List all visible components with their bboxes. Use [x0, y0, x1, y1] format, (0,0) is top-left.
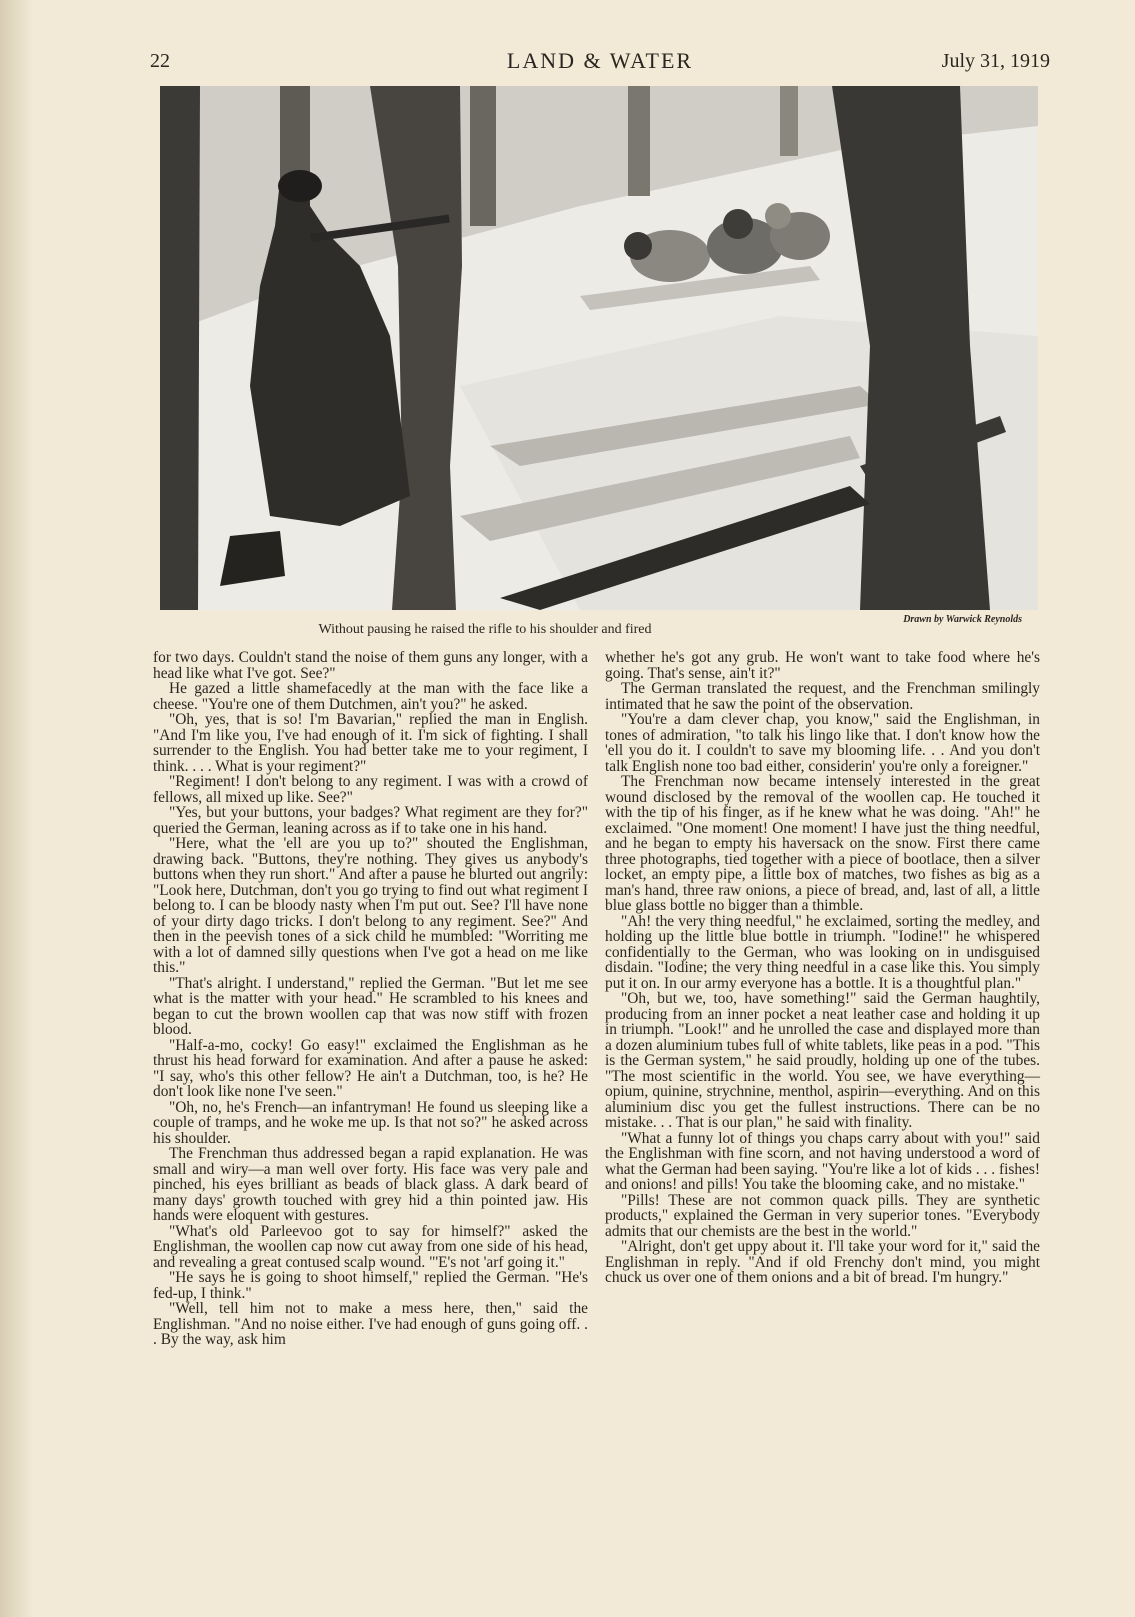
paragraph: The Frenchman thus addressed began a rapid explanation. He was small and wiry—a man well over forty. His face was very pale and pinched, his eyes brilliant as beads of black glass. A dark beard of many days' growth touched with grey hid a thin pointed jaw. His hands were eloquent with gestures. — [153, 1145, 588, 1224]
paragraph: whether he's got any grub. He won't want to take food where he's going. That's sense, ain't it?" — [605, 649, 1040, 682]
paragraph: "What a funny lot of things you chaps carry about with you!" said the Englishman with fine scorn, and not having understood a word of what the German had been saying. "You're like a lot of kids . . . fishes! and onions! and pills! You take the blooming cake, and no mistake." — [605, 1129, 1040, 1193]
paragraph: "What's old Parleevoo got to say for himself?" asked the Englishman, the woollen cap now cut away from one side of his head, and revealing a great contused scalp wound. "'E's not 'arf going it." — [153, 1222, 588, 1271]
paragraph: "Here, what the 'ell are you up to?" shouted the Englishman, drawing back. "Buttons, they're nothing. They gives us anybody's buttons when they run short." And after a pause he blurted out angrily: "Look here, Dutchman, don't you go trying to find out what regiment I belong to. I can be bloody nasty when I'm put out. See? I'll have none of your dirty dago tricks. I don't belong to any regiment. See?" And then in the peevish tones of a sick child he mumbled: "Worriting me with a lot of damned silly questions when I've got a head on me like this." — [153, 835, 588, 976]
paragraph: "Ah! the very thing needful," he exclaimed, sorting the medley, and holding up the little blue bottle in triumph. "Iodine!" he whispered confidentially to the German, who was looking on in undisguised disdain. "Iodine; the very thing needful in a case like this. You simply put it on. In our army everyone has a bottle. It is a thoughtful plan." — [605, 912, 1040, 992]
paragraph: "Oh, but we, too, have something!" said the German haughtily, producing from an inner pocket a neat leather case and holding it up in triumph. "Look!" and he unrolled the case and displayed more than a dozen aluminium tubes full of white tablets, like peas in a pod. "This is the German system," he said proudly, holding up one of the tubes. "The most scientific in the world. You see, we have everything—opium, quinine, strychnine, menthol, aspirin—everything. And on this aluminium disc you get the fullest instructions. There can be no mistake. . . That is our plan," he said with finality. — [605, 990, 1040, 1131]
paragraph: "That's alright. I understand," replied the German. "But let me see what is the matter with your head." He scrambled to his knees and began to cut the brown woollen cap that was now stiff with frozen blood. — [153, 974, 588, 1038]
paragraph: "Well, tell him not to make a mess here, then," said the Englishman. "And no noise either. I've had enough of guns going off. . . By the way, ask him — [153, 1300, 588, 1348]
issue-date: July 31, 1919 — [941, 50, 1050, 72]
paragraph: "Oh, yes, that is so! I'm Bavarian," replied the man in English. "And I'm like you, I've had enough of it. I'm sick of fighting. I shall surrender to the English. You had better take me to your regiment, I think. . . . What is your regiment?" — [153, 711, 588, 775]
paragraph: "Yes, but your buttons, your badges? What regiment are they for?" queried the German, leaning across as if to take one in his hand. — [153, 804, 588, 837]
paragraph: "Oh, no, he's French—an infantryman! He found us sleeping like a couple of tramps, and he woke me up. Is that not so?" he asked across his shoulder. — [153, 1098, 588, 1147]
illustration — [160, 86, 1038, 610]
paragraph: "Pills! These are not common quack pills. They are synthetic products," explained the German in very superior tones. "Everybody admits that our chemists are the best in the world." — [605, 1191, 1040, 1240]
paragraph: "Alright, don't get uppy about it. I'll take your word for it," said the Englishman in reply. "And if old Frenchy don't mind, you might chuck us over one of them onions and a bit of bread. I'm hungry." — [605, 1238, 1040, 1286]
publication-title: LAND & WATER — [506, 48, 694, 73]
forest-snow-illustration — [160, 86, 1038, 610]
paragraph: "Half-a-mo, cocky! Go easy!" exclaimed the Englishman as he thrust his head forward for examination. And after a pause he asked: "I say, who's this other fellow? He ain't a Dutchman, too, is he? He don't look like none I've seen." — [153, 1036, 588, 1100]
paragraph: "He says he is going to shoot himself," replied the German. "He's fed-up, I think." — [153, 1269, 588, 1302]
paragraph: The German translated the request, and the Frenchman smilingly intimated that he saw the point of the observation. — [605, 680, 1040, 713]
paragraph: "Regiment! I don't belong to any regiment. I was with a crowd of fellows, all mixed up like. See?" — [153, 773, 588, 806]
illustration-credit: Drawn by Warwick Reynolds — [903, 614, 1022, 625]
page-gutter-shadow — [0, 0, 34, 1617]
paragraph: for two days. Couldn't stand the noise of them guns any longer, with a head like what I've got. See?" — [153, 649, 588, 682]
paragraph: The Frenchman now became intensely interested in the great wound disclosed by the removal of the woollen cap. He touched it with the tip of his finger, as if he knew what he was doing. "Ah!" he exclaimed. "One moment! One moment! I have just the thing needful, and he began to empty his haversack on the snow. First there came three photographs, tied together with a piece of bootlace, then a silver locket, an empty pipe, a little box of matches, two fishes as big as a man's hand, three raw onions, a piece of bread, and, last of all, a little blue glass bottle no bigger than a thimble. — [605, 773, 1040, 914]
text-column-left — [153, 650, 588, 1348]
paragraph: He gazed a little shamefacedly at the man with the face like a cheese. "You're one of them Dutchmen, ain't you?" he asked. — [153, 680, 588, 713]
page-header — [150, 50, 1050, 82]
text-column-right — [605, 650, 1040, 1286]
page-number: 22 — [150, 50, 170, 72]
illustration-caption: Without pausing he raised the rifle to his shoulder and fired — [318, 622, 652, 637]
paragraph: "You're a dam clever chap, you know," said the Englishman, in tones of admiration, "to talk his lingo like that. I don't know how the 'ell you do it. I couldn't to save my blooming life. . . And you don't talk English none too bad either, considerin' you're only a foreigner." — [605, 711, 1040, 775]
